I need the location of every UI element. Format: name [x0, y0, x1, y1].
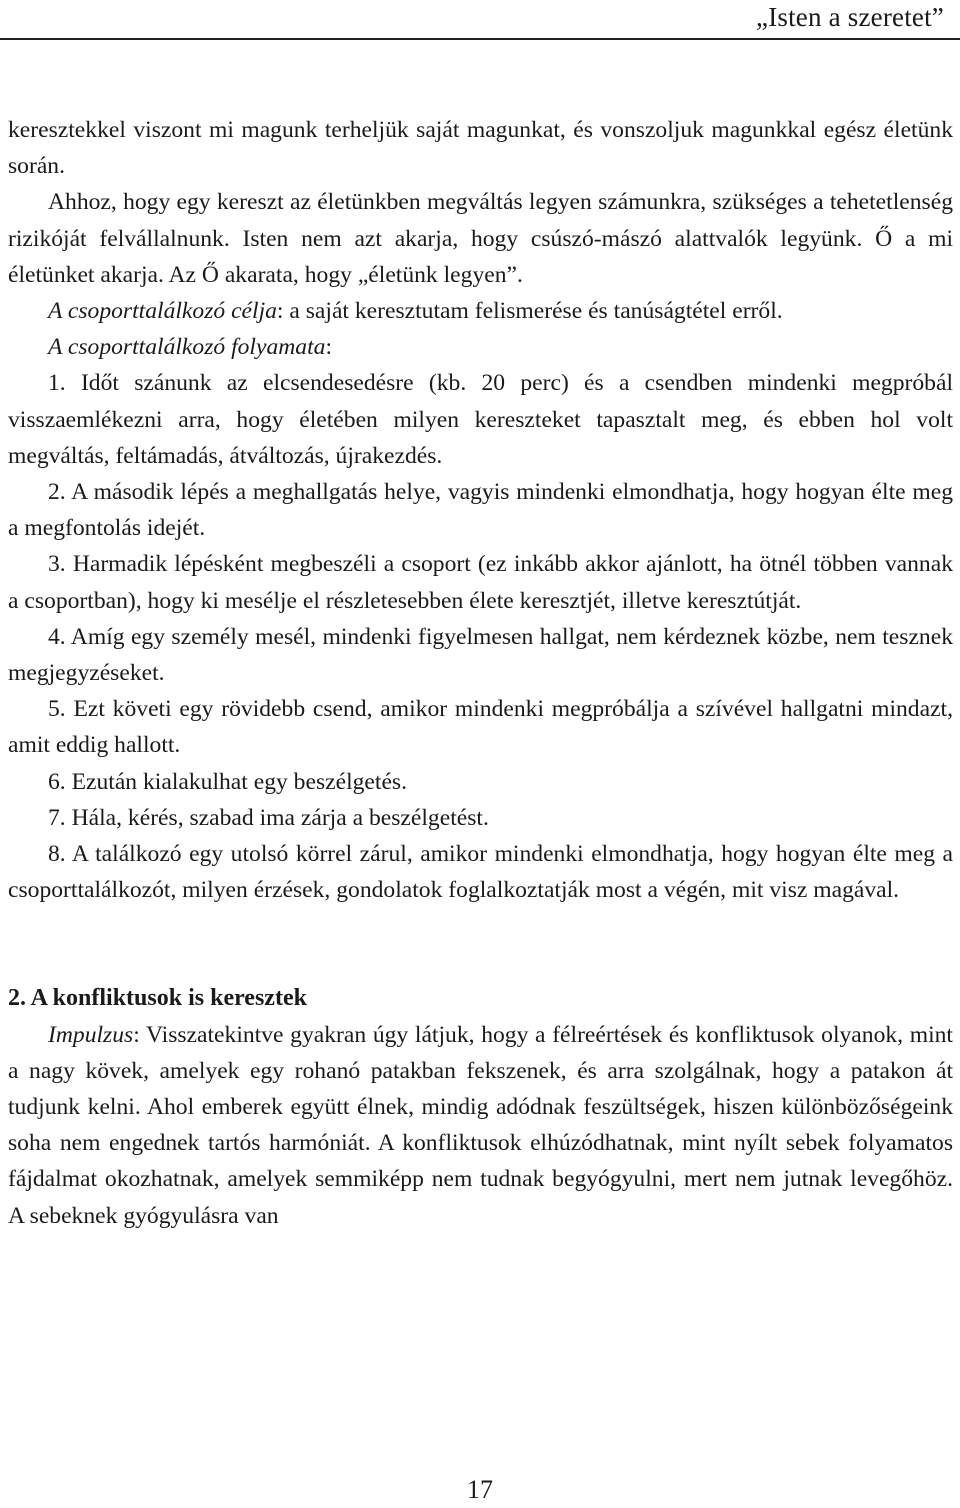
step-item: 1. Időt szánunk az elcsendesedésre (kb. 20 perc) és a csendben mindenki megpróbál visszaemlékezni arra, hogy életében milyen kereszteket tapasztalt meg, és ebben hol volt megváltás, feltámadás, átváltozás, újrakezdés.: [8, 370, 953, 469]
page-number: 17: [467, 1475, 493, 1504]
paragraph-continuation: keresztekkel viszont mi magunk terheljük saját magunkat, és vonszoljuk magunkkal egész életünk során.: [8, 117, 953, 180]
meeting-goal-label: A csoporttalálkozó célja: [48, 298, 277, 325]
step-item: 8. A találkozó egy utolsó körrel zárul, amikor mindenki elmondhatja, hogy hogyan élte meg a csoporttalálkozót, milyen érzések, gondolatok foglalkoztatják most a végén, mit visz magával.: [8, 841, 953, 904]
step-item: 2. A második lépés a meghallgatás helye, vagyis mindenki elmondhatja, hogy hogyan élte meg a megfontolás idejét.: [8, 479, 953, 542]
running-header-title: „Isten a szeretet”: [756, 2, 944, 32]
step-item: 7. Hála, kérés, szabad ima zárja a beszélgetést.: [48, 804, 489, 831]
step-item: 5. Ezt követi egy rövidebb csend, amikor mindenki megpróbálja a szívével hallgatni mindazt, amit eddig hallott.: [8, 696, 953, 759]
meeting-goal: [8, 293, 953, 329]
impulse-paragraph: [8, 1017, 953, 1234]
impulse-text: : Visszatekintve gyakran úgy látjuk, hogy a félreértések és konfliktusok olyanok, mint a nagy kövek, amelyek egy rohanó patakban fekszenek, és arra szolgálnak, hogy a patakon át tudjunk kelni. Ahol emberek együtt élnek, mindig adódnak feszültségek, hiszen különbözőségeink soha nem engednek tartós harmóniát. A konfliktusok elhúzódhatnak, mint nyílt sebek folyamatos fájdalmat okozhatnak, amelyek semmiképp nem tudnak begyógyulni, mert nem jutnak levegőhöz. A sebeknek gyógyulásra van: [8, 1021, 953, 1229]
meeting-process: [8, 329, 953, 365]
meeting-process-label: A csoporttalálkozó folyamata: [48, 334, 326, 361]
page-body: [8, 112, 953, 1234]
meeting-process-colon: :: [325, 334, 332, 361]
impulse-label: Impulzus: [48, 1021, 134, 1048]
step-item: 6. Ezután kialakulhat egy beszélgetés.: [48, 768, 408, 795]
paragraph-redemption: Ahhoz, hogy egy kereszt az életünkben megváltás legyen számunkra, szükséges a tehetetlenség rizikóját felvállalnunk. Isten nem azt akarja, hogy csúszó-mászó alattvalók legyünk. Ő a mi életünket akarja. Az Ő akarata, hogy „életünk legyen”.: [8, 189, 953, 288]
step-item: 4. Amíg egy személy mesél, mindenki figyelmesen hallgat, nem kérdeznek közbe, nem tesznek megjegyzéseket.: [8, 623, 953, 687]
section-heading: 2. A konfliktusok is keresztek: [8, 985, 307, 1012]
step-item: 3. Harmadik lépésként megbeszéli a csoport (ez inkább akkor ajánlott, ha ötnél többen vannak a csoportban), hogy ki mesélje el részletesebben élete keresztjét, illetve keresztútját.: [8, 551, 953, 614]
meeting-goal-text: : a saját keresztutam felismerése és tanúságtétel erről.: [276, 298, 783, 325]
running-header: [0, 0, 960, 40]
section-spacer: [8, 908, 953, 980]
